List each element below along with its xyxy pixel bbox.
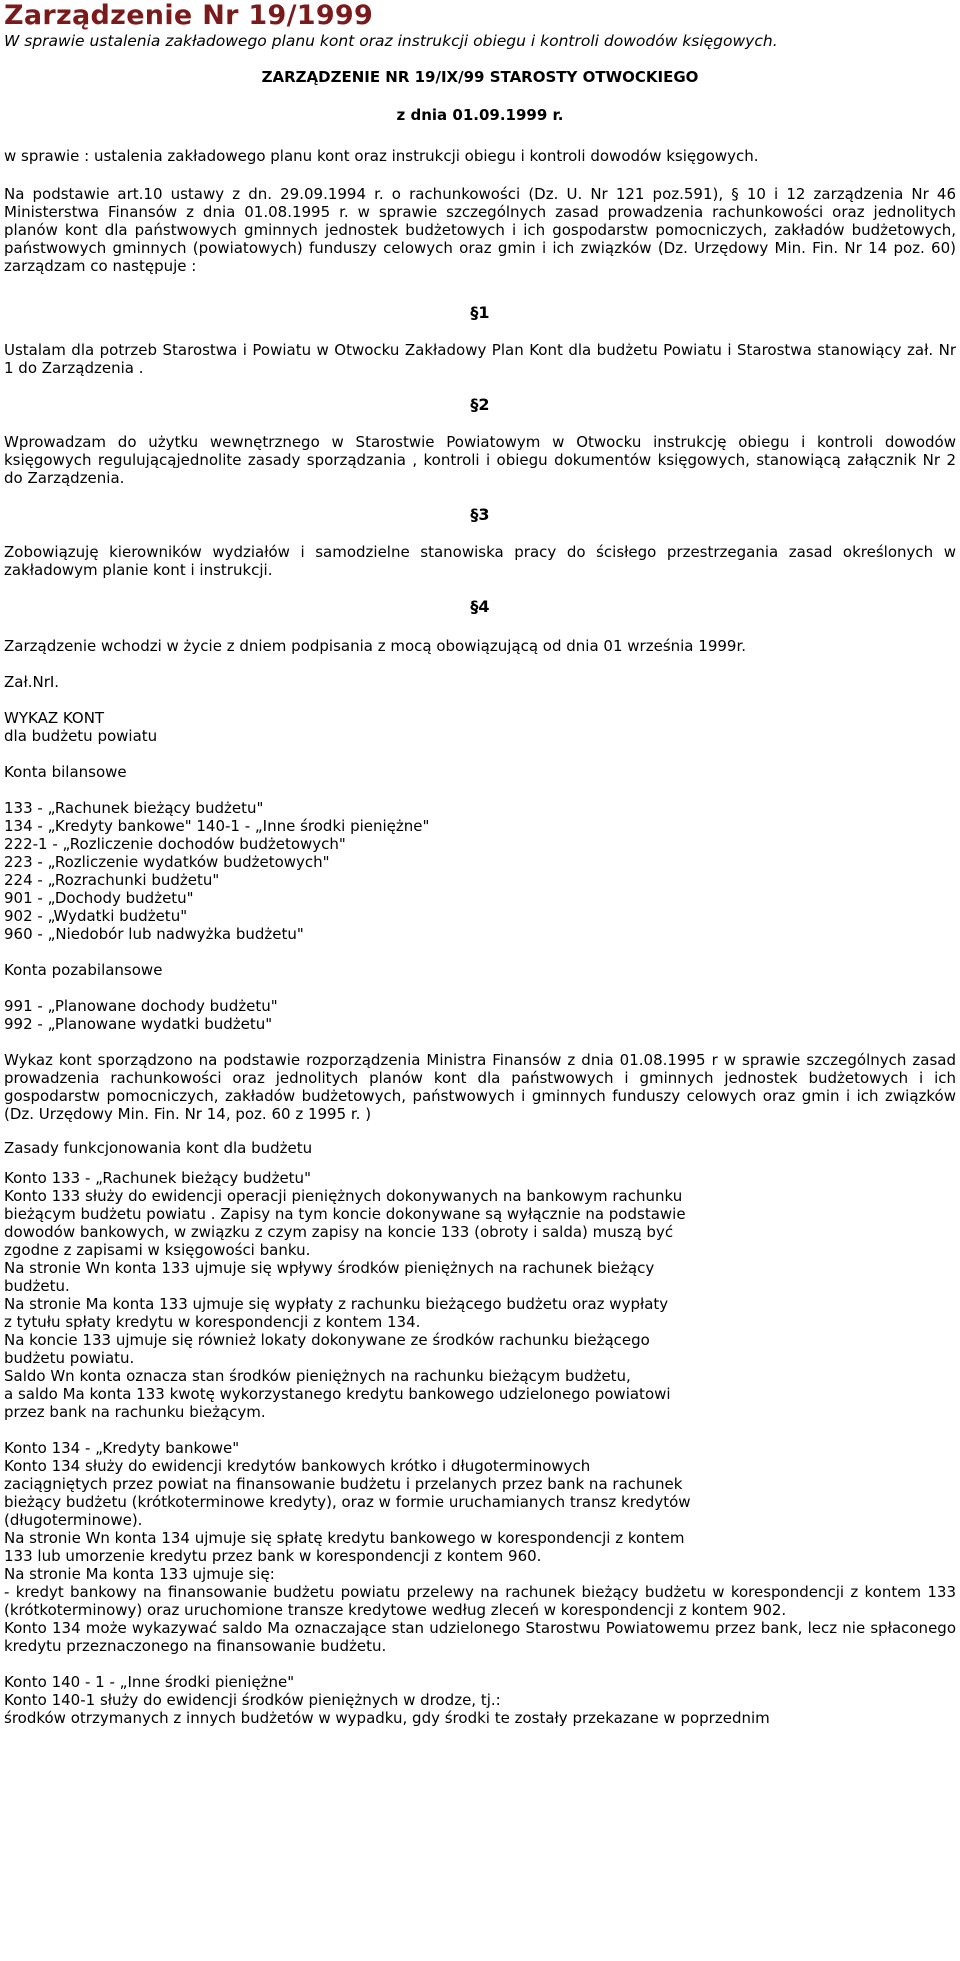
- text-line: bieżącym budżetu powiatu . Zapisy na tym koncie dokonywane są wyłącznie na podstawie: [4, 1205, 686, 1223]
- section-text-3: Zobowiązuję kierowników wydziałów i samodzielne stanowiska pracy do ścisłego przestrzegania zasad określonych w zakładowym planie kont i instrukcji.: [4, 543, 956, 579]
- text-line: Na koncie 133 ujmuje się również lokaty dokonywane ze środków rachunku bieżącego: [4, 1331, 650, 1349]
- text-line: Na stronie Wn konta 134 ujmuje się spłatę kredytu bankowego w korespondencji z kontem: [4, 1529, 685, 1547]
- section-text-1: Ustalam dla potrzeb Starostwa i Powiatu w Otwocku Zakładowy Plan Kont dla budżetu Powiatu i Starostwa stanowiący zał. Nr 1 do Zarządzenia .: [4, 341, 956, 377]
- text-line: zgodne z zapisami w księgowości banku.: [4, 1241, 311, 1259]
- konto-140-section: [4, 1673, 956, 1709]
- list-item: 991 - „Planowane dochody budżetu": [4, 997, 278, 1015]
- konto-134-section: [4, 1439, 956, 1583]
- konta-pozabilansowe-list: [4, 997, 956, 1033]
- text-line: 133 lub umorzenie kredytu przez bank w korespondencji z kontem 960.: [4, 1547, 542, 1565]
- konto-134-bullet: - kredyt bankowy na finansowanie budżetu powiatu przelewy na rachunek bieżący budżetu w korespondencji z kontem 133 (krótkoterminowy) oraz uruchomione transze kredytowe według zleceń w korespondencji z kontem 902.: [4, 1583, 956, 1619]
- text-line: Saldo Wn konta oznacza stan środków pieniężnych na rachunku bieżącym budżetu,: [4, 1367, 631, 1385]
- text-line: (długoterminowe).: [4, 1511, 143, 1529]
- text-line: Konto 134 - „Kredyty bankowe": [4, 1439, 240, 1457]
- text-line: budżetu powiatu.: [4, 1349, 135, 1367]
- konta-pozabilansowe-heading: Konta pozabilansowe: [4, 961, 163, 979]
- text-line: Na stronie Wn konta 133 ujmuje się wpływy środków pieniężnych na rachunek bieżący: [4, 1259, 655, 1277]
- document-subtitle: W sprawie ustalenia zakładowego planu kont oraz instrukcji obiegu i kontroli dowodów księgowych.: [4, 32, 778, 50]
- text-line: dowodów bankowych, w związku z czym zapisy na koncie 133 (obroty i salda) muszą być: [4, 1223, 674, 1241]
- wykaz-note-paragraph: Wykaz kont sporządzono na podstawie rozporządzenia Ministra Finansów z dnia 01.08.1995 r w sprawie szczególnych zasad prowadzenia rachunkowości oraz jednolitych planów kont dla państwowych i gminnych jednostek budżetowych i ich gospodarstw pomocniczych, zakładów budżetowych, państwowych i gminnych funduszy celowych oraz gmin i ich związków (Dz. Urzędowy Min. Fin. Nr 14, poz. 60 z 1995 r. ): [4, 1051, 956, 1123]
- konto-134-saldo: Konto 134 może wykazywać saldo Ma oznaczające stan udzielonego Starostwu Powiatowemu przez bank, lecz nie spłaconego kredytu przeznaczonego na finansowanie budżetu.: [4, 1619, 956, 1655]
- zasady-heading: Zasady funkcjonowania kont dla budżetu: [4, 1139, 313, 1157]
- list-item: 901 - „Dochody budżetu": [4, 889, 194, 907]
- list-item: 223 - „Rozliczenie wydatków budżetowych": [4, 853, 330, 871]
- text-line: bieżący budżetu (krótkoterminowe kredyty), oraz w formie uruchamianych transz kredytów: [4, 1493, 691, 1511]
- text-line: Na stronie Ma konta 133 ujmuje się:: [4, 1565, 275, 1583]
- section-mark-1: §1: [470, 303, 490, 322]
- ordinance-header-date: z dnia 01.09.1999 r.: [396, 106, 564, 124]
- list-item: 133 - „Rachunek bieżący budżetu": [4, 799, 264, 817]
- konta-bilansowe-list: [4, 799, 956, 943]
- text-line: a saldo Ma konta 133 kwotę wykorzystanego kredytu bankowego udzielonego powiatowi: [4, 1385, 671, 1403]
- section-mark-4: §4: [470, 597, 490, 616]
- intro-paragraph: w sprawie : ustalenia zakładowego planu kont oraz instrukcji obiegu i kontroli dowodów księgowych.: [4, 147, 759, 165]
- konto-133-section: [4, 1169, 956, 1421]
- text-line: Na stronie Ma konta 133 ujmuje się wypłaty z rachunku bieżącego budżetu oraz wypłaty: [4, 1295, 669, 1313]
- wykaz-line: WYKAZ KONT: [4, 709, 105, 727]
- list-item: 960 - „Niedobór lub nadwyżka budżetu": [4, 925, 304, 943]
- konto-140-last-line: środków otrzymanych z innych budżetów w wypadku, gdy środki te zostały przekazane w poprzednim: [4, 1709, 770, 1727]
- wykaz-line: dla budżetu powiatu: [4, 727, 158, 745]
- text-line: Konto 133 - „Rachunek bieżący budżetu": [4, 1169, 311, 1187]
- ordinance-header-line1: ZARZĄDZENIE NR 19/IX/99 STAROSTY OTWOCKIEGO: [261, 68, 699, 86]
- text-line: budżetu.: [4, 1277, 70, 1295]
- list-item: 222-1 - „Rozliczenie dochodów budżetowych": [4, 835, 346, 853]
- list-item: 902 - „Wydatki budżetu": [4, 907, 188, 925]
- konta-bilansowe-heading: Konta bilansowe: [4, 763, 127, 781]
- wykaz-heading: [4, 709, 956, 745]
- text-line: Konto 140 - 1 - „Inne środki pieniężne": [4, 1673, 295, 1691]
- text-line: Konto 133 służy do ewidencji operacji pieniężnych dokonywanych na bankowym rachunku: [4, 1187, 683, 1205]
- attachment-label: Zał.NrI.: [4, 673, 60, 691]
- text-line: Konto 140-1 służy do ewidencji środków pieniężnych w drodze, tj.:: [4, 1691, 501, 1709]
- list-item: 992 - „Planowane wydatki budżetu": [4, 1015, 273, 1033]
- list-item: 224 - „Rozrachunki budżetu": [4, 871, 220, 889]
- section-mark-2: §2: [470, 395, 490, 414]
- document-title: Zarządzenie Nr 19/1999: [4, 0, 374, 31]
- list-item: 134 - „Kredyty bankowe" 140-1 - „Inne środki pieniężne": [4, 817, 430, 835]
- text-line: Konto 134 służy do ewidencji kredytów bankowych krótko i długoterminowych: [4, 1457, 591, 1475]
- text-line: przez bank na rachunku bieżącym.: [4, 1403, 266, 1421]
- text-line: z tytułu spłaty kredytu w korespondencji z kontem 134.: [4, 1313, 421, 1331]
- text-line: zaciągniętych przez powiat na finansowanie budżetu i przelanych przez bank na rachunek: [4, 1475, 683, 1493]
- section-mark-3: §3: [470, 505, 490, 524]
- section-text-4: Zarządzenie wchodzi w życie z dniem podpisania z mocą obowiązującą od dnia 01 września 1999r.: [4, 637, 747, 655]
- legal-basis-paragraph: Na podstawie art.10 ustawy z dn. 29.09.1994 r. o rachunkowości (Dz. U. Nr 121 poz.591), § 10 i 12 zarządzenia Nr 46 Ministerstwa Finansów z dnia 01.08.1995 r. w sprawie szczególnych zasad prowadzenia rachunkowości oraz jednolitych planów kont dla państwowych gminnych jednostek budżetowych i ich gospodarstw pomocniczych, zakładów budżetowych, państwowych gminnych (powiatowych) funduszy celowych oraz gmin i ich związków (Dz. Urzędowy Min. Fin. Nr 14 poz. 60) zarządzam co następuje :: [4, 185, 956, 275]
- section-text-2: Wprowadzam do użytku wewnętrznego w Starostwie Powiatowym w Otwocku instrukcję obiegu i kontroli dowodów księgowych regulującąjednolite zasady sporządzania , kontroli i obiegu dokumentów księgowych, stanowiącą załącznik Nr 2 do Zarządzenia.: [4, 433, 956, 487]
